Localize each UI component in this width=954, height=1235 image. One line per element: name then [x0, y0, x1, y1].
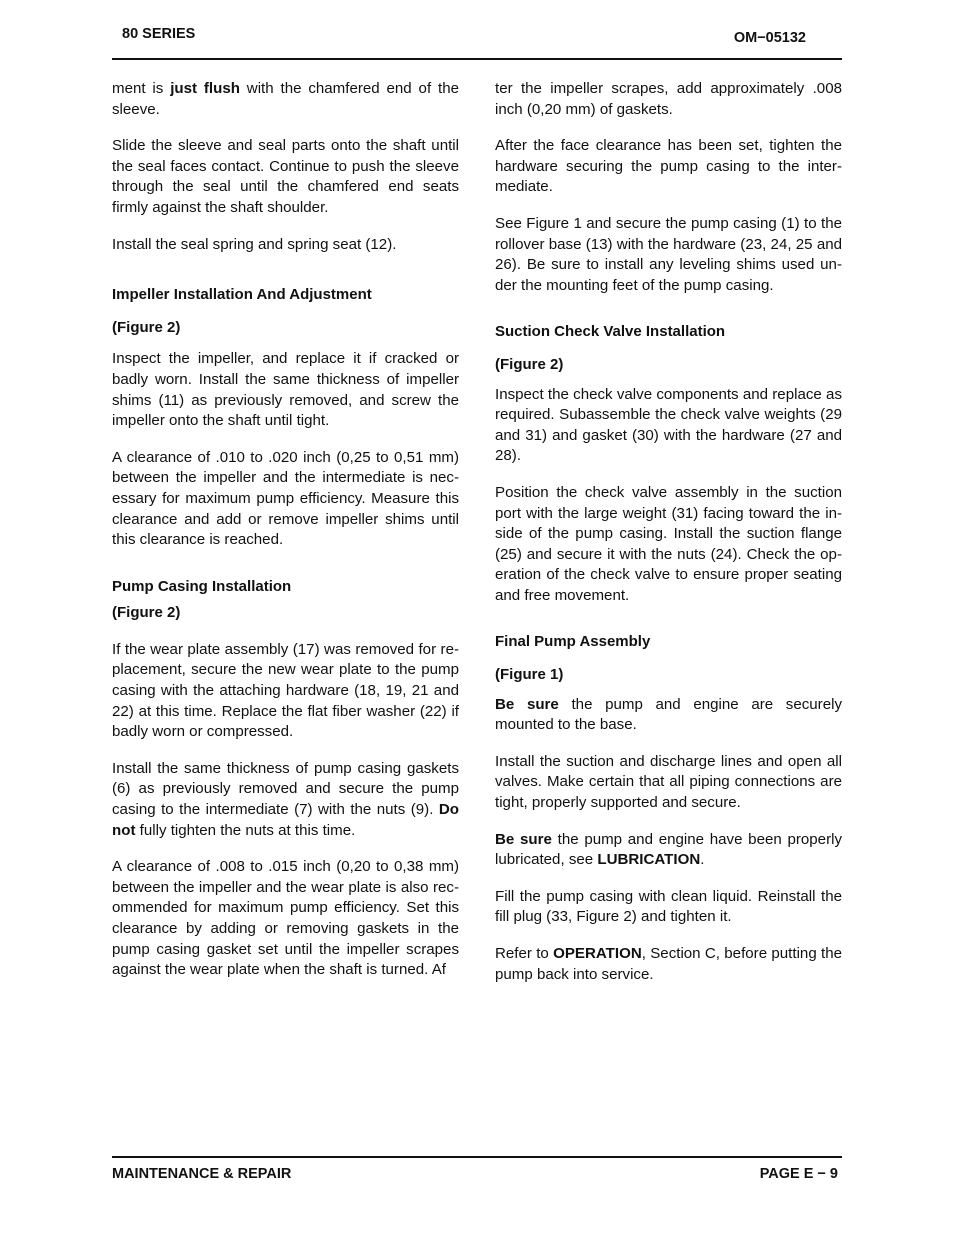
paragraph: If the wear plate assembly (17) was removed for replacement, secure the new wear plate to the pump casing with the attaching hardware (18, 19, 21 and 22) at this time. Replace the flat fiber washer (22) if badly worn or compressed. — [112, 640, 459, 741]
footer-section-title: MAINTENANCE & REPAIR — [112, 1166, 292, 1182]
footer-page-number: PAGE E − 9 — [759, 1166, 838, 1182]
figure-reference: (Figure 2) — [495, 355, 564, 373]
section-heading-check-valve: Suction Check Valve Installation — [495, 323, 726, 341]
paragraph: After the face clearance has been set, tighten the hardware securing the pump casing to the intermediate. — [495, 137, 842, 196]
paragraph: Be sure the pump and engine have been properly lubricated, see LUBRICATION. — [495, 830, 842, 869]
paragraph: Be sure the pump and engine are securely mounted to the base. — [495, 695, 842, 734]
section-heading-impeller: Impeller Installation And Adjustment — [112, 286, 372, 304]
header-series: 80 SERIES — [122, 26, 196, 42]
figure-reference: (Figure 2) — [112, 604, 181, 622]
paragraph: A clearance of .008 to .015 inch (0,20 to 0,38 mm) between the impeller and the wear plate is also recommended for maximum pump efficiency. Set this clearance by adding or removing gaskets in the pump casing gasket set until the impeller scrapes against the wear plate when the shaft is turned. Af — [112, 858, 459, 979]
header-document-number: OM−05132 — [733, 30, 806, 46]
paragraph: See Figure 1 and secure the pump casing (1) to the rollover base (13) with the hardware (23, 24, 25 and 26). Be sure to install any leveling shims used under the mounting feet of the pump casing. — [495, 214, 842, 294]
section-heading-final-assembly: Final Pump Assembly — [495, 633, 651, 651]
header-rule — [112, 58, 842, 60]
paragraph: Refer to OPERATION, Section C, before putting the pump back into service. — [495, 945, 843, 983]
footer-rule — [112, 1156, 842, 1158]
left-column — [112, 79, 459, 981]
section-heading-pump-casing: Pump Casing Installation — [112, 577, 292, 595]
paragraph: ment is just flush with the chamfered end of the sleeve. — [112, 80, 459, 118]
paragraph: Fill the pump casing with clean liquid. Reinstall the fill plug (33, Figure 2) and tighten it. — [495, 887, 842, 926]
paragraph: Slide the sleeve and seal parts onto the shaft until the seal faces contact. Continue to push the sleeve through the seal until the chamfered end seats firmly against the shaft shoulder. — [112, 137, 459, 216]
paragraph: A clearance of .010 to .020 inch (0,25 to 0,51 mm) between the impeller and the intermediate is necessary for maximum pump efficiency. Measure this clearance and add or remove impeller shims until this clearance is reached. — [112, 448, 459, 549]
paragraph: Install the seal spring and spring seat (12). — [112, 235, 397, 253]
paragraph: Install the same thickness of pump casing gaskets (6) as previously removed and secure the pump casing to the intermediate (7) with the nuts (9). Do not fully tighten the nuts at this time. — [112, 759, 459, 839]
figure-reference: (Figure 1) — [495, 666, 564, 684]
paragraph: Inspect the impeller, and replace it if cracked or badly worn. Install the same thickness of impeller shims (11) as previously removed, and screw the impeller onto the shaft until tight. — [112, 350, 459, 430]
paragraph: Position the check valve assembly in the suction port with the large weight (31) facing toward the inside of the pump casing. Install the suction flange (25) and secure it with the nuts (24). Check the operation of the check valve to ensure proper seating and free movement. — [495, 483, 842, 604]
paragraph: Install the suction and discharge lines and open all valves. Make certain that all piping connections are tight, properly supported and secure. — [495, 752, 842, 812]
paragraph: Inspect the check valve components and replace as required. Subassemble the check valve weights (29 and 31) and gasket (30) with the hardware (27 and 28). — [495, 385, 842, 465]
paragraph: ter the impeller scrapes, add approximately .008 inch (0,20 mm) of gaskets. — [495, 80, 842, 118]
right-column — [495, 79, 842, 985]
figure-reference: (Figure 2) — [112, 318, 181, 336]
